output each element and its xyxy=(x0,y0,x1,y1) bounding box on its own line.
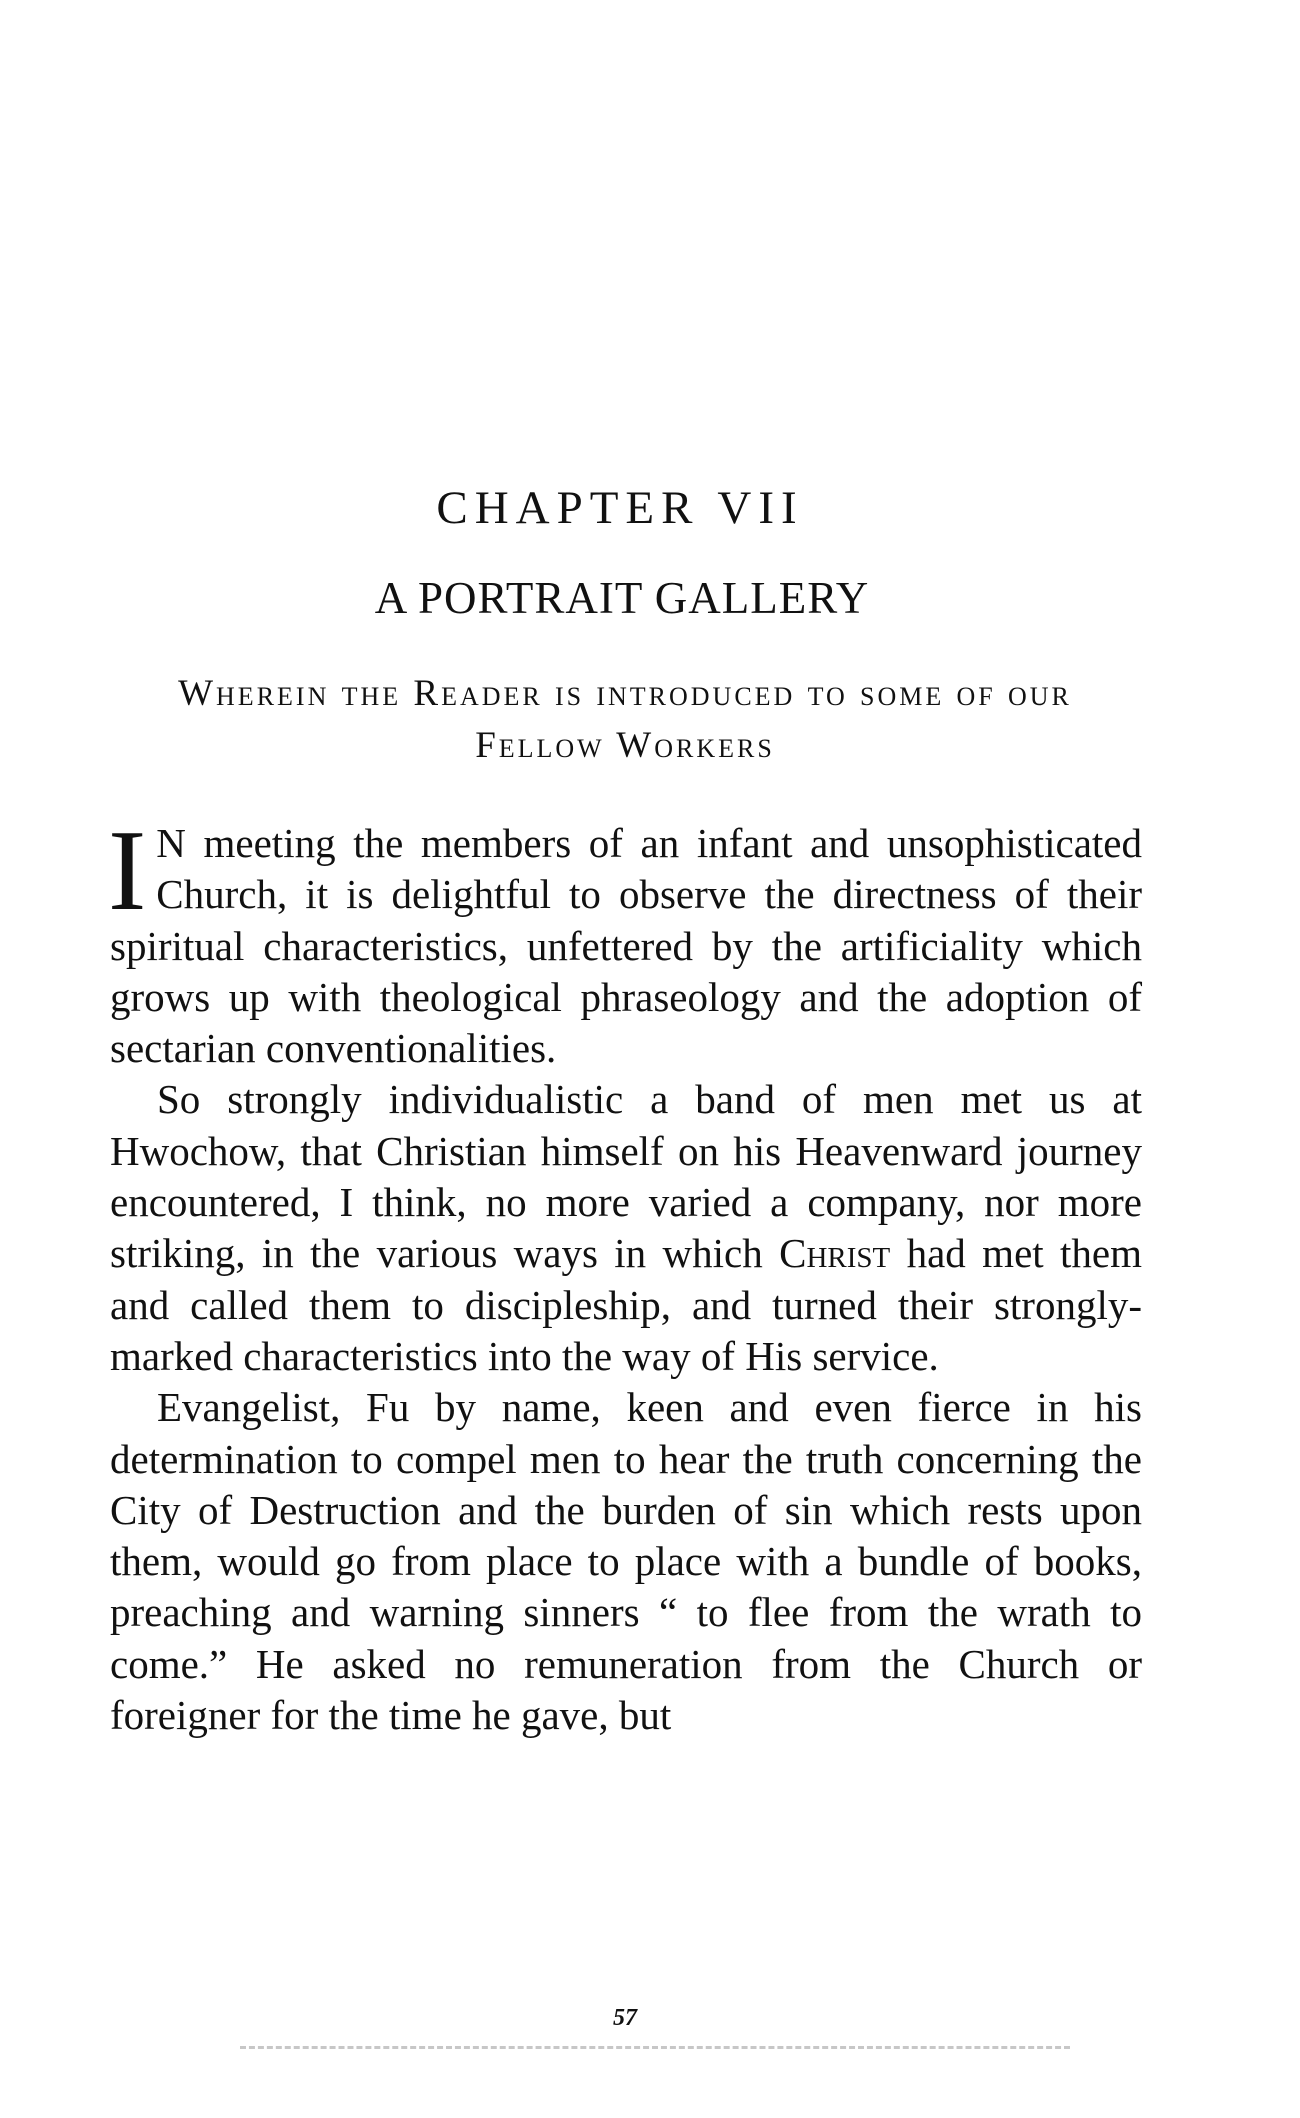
chapter-title: A PORTRAIT GALLERY xyxy=(374,573,870,623)
paragraph-1-text: N meeting the members of an infant and unsophisticated Church, it is delightful to observe the directness of their spiritual characteristics, unfettered by the artificiality which grows up with theological phraseology and the adoption of sectarian conventionalities. xyxy=(110,820,1142,1072)
paragraph-3-text: Evangelist, Fu by name, keen and even fierce in his determination to compel men to hear the truth concerning the City of Destruction and the burden of sin which rests upon them, would go from place to place with a bundle of books, preaching and warning sinners “ to flee from the wrath to come.” He asked no remuneration from the Church or foreigner for the time he gave, but xyxy=(110,1384,1142,1739)
chapter-body xyxy=(108,807,1142,1741)
christ-small-caps: Christ xyxy=(779,1230,891,1277)
paragraph-3 xyxy=(110,1382,1142,1741)
chapter-summary: Wherein the Reader is introduced to some of our Fellow Workers xyxy=(178,673,1072,766)
page-number: 57 xyxy=(613,2005,637,2031)
chapter-number: CHAPTER VII xyxy=(436,482,804,534)
drop-cap: I xyxy=(108,807,147,934)
paragraph-2 xyxy=(110,1074,1142,1382)
paragraph-2-text-end: had met them and called them to discipleship, and turned their strongly-marked characteristics into the way of His service. xyxy=(110,1230,1142,1379)
bottom-rule xyxy=(240,2046,1070,2049)
paragraph-1 xyxy=(108,807,1142,1074)
paragraph-2-text-start: So strongly individualistic a band of men met us at Hwochow, that Christian himself on his Heavenward journey encountered, I think, no more varied a company, nor more striking, in the various ways in which xyxy=(110,1076,1142,1277)
